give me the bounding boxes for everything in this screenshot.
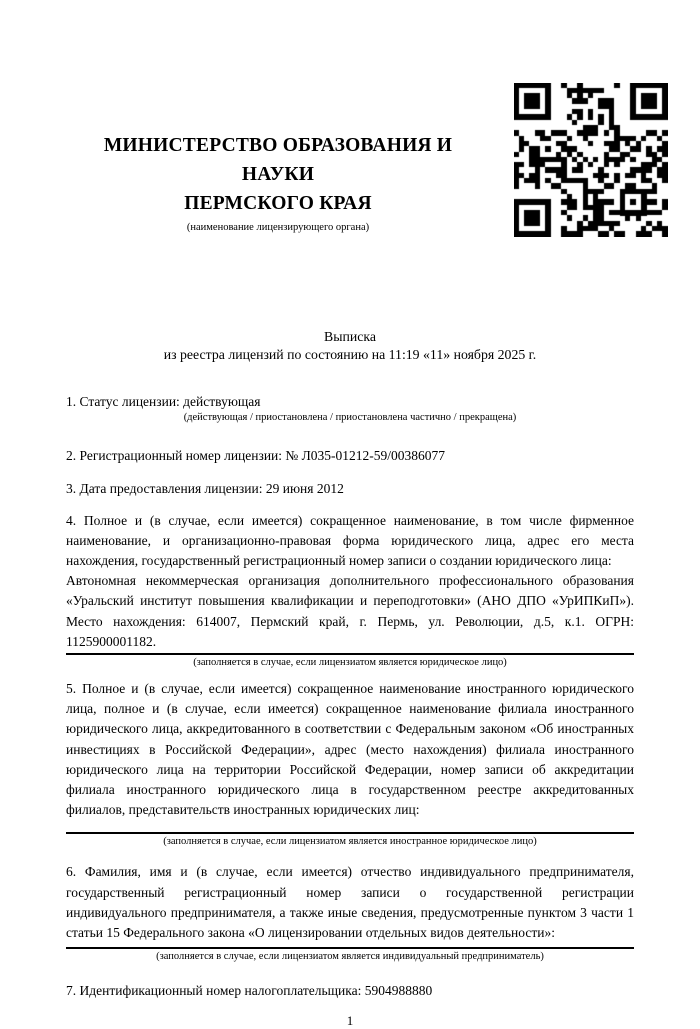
- entrepreneur-caption: (заполняется в случае, если лицензиатом является индивидуальный предприниматель): [156, 951, 544, 963]
- page-number: 1: [346, 1013, 354, 1029]
- licensing-authority-block: [66, 0, 490, 234]
- ministry-name-line2: ПЕРМСКОГО КРАЯ: [184, 193, 372, 214]
- field-registration-number: 2. Регистрационный номер лицензии: № Л035-01212-59/00386077: [66, 448, 446, 464]
- ministry-name: [66, 131, 490, 218]
- qr-code: [514, 83, 668, 237]
- legal-entity-fill-line: [66, 653, 634, 655]
- entrepreneur-fill-line: [66, 947, 634, 949]
- field-entrepreneur: 6. Фамилия, имя и (в случае, если имеется) отчество индивидуального предпринимателя, государственный регистрационный номер записи о государственной регистрации индивидуального предпринимателя, а также иные сведения, предусмотренные пунктом 3 части 1 статьи 15 Федерального закона «О лицензировании отдельных видов деятельности»:: [66, 864, 634, 941]
- legal-entity-caption: (заполняется в случае, если лицензиатом является юридическое лицо): [193, 657, 507, 669]
- field-legal-entity-value: Автономная некоммерческая организация дополнительного профессионального образования «Уральский институт повышения квалификации и переподготовки» (АНО ДПО «УрИПКиП»). Место нахождения: 614007, Пермский край, г. Пермь, ул. Революции, д.5, к.1. ОГРН: 1125900001182.: [66, 573, 634, 649]
- field-taxpayer-number: 7. Идентификационный номер налогоплательщика: 5904988880: [66, 983, 433, 999]
- ministry-name-line1: МИНИСТЕРСТВО ОБРАЗОВАНИЯ И НАУКИ: [103, 135, 453, 185]
- ministry-name-caption: (наименование лицензирующего органа): [186, 222, 370, 233]
- document-title-line1: Выписка: [324, 329, 376, 344]
- document-title: [66, 328, 634, 364]
- field-license-status: 1. Статус лицензии: действующая: [66, 394, 261, 409]
- license-status-caption: (действующая / приостановлена / приостановлена частично / прекращена): [183, 412, 517, 424]
- field-legal-entity-intro: 4. Полное и (в случае, если имеется) сокращенное наименование, в том числе фирменное наименование, и организационно-правовая форма юридического лица, адрес его места нахождения, государственный регистрационный номер записи о создании юридического лица:: [66, 512, 634, 569]
- field-foreign-entity: 5. Полное и (в случае, если имеется) сокращенное наименование иностранного юридического лица, полное и (в случае, если имеется) сокращенное наименование филиала иностранного юридического лица, аккредитованного в соответствии с Федеральным законом «Об иностранных инвестициях в Российской Федерации», адрес (место нахождения) филиала иностранного юридического лица на территории Российской Федерации, номер записи об аккредитации филиала иностранного юридического лица в государственном реестре аккредитованных филиалов, представительств иностранных юридических лиц:: [66, 681, 634, 818]
- foreign-entity-fill-line: [66, 832, 634, 834]
- document-title-line2: из реестра лицензий по состоянию на 11:19 «11» ноября 2025 г.: [163, 347, 537, 362]
- foreign-entity-caption: (заполняется в случае, если лицензиатом является иностранное юридическое лицо): [163, 836, 537, 848]
- field-grant-date: 3. Дата предоставления лицензии: 29 июня 2012: [66, 481, 344, 497]
